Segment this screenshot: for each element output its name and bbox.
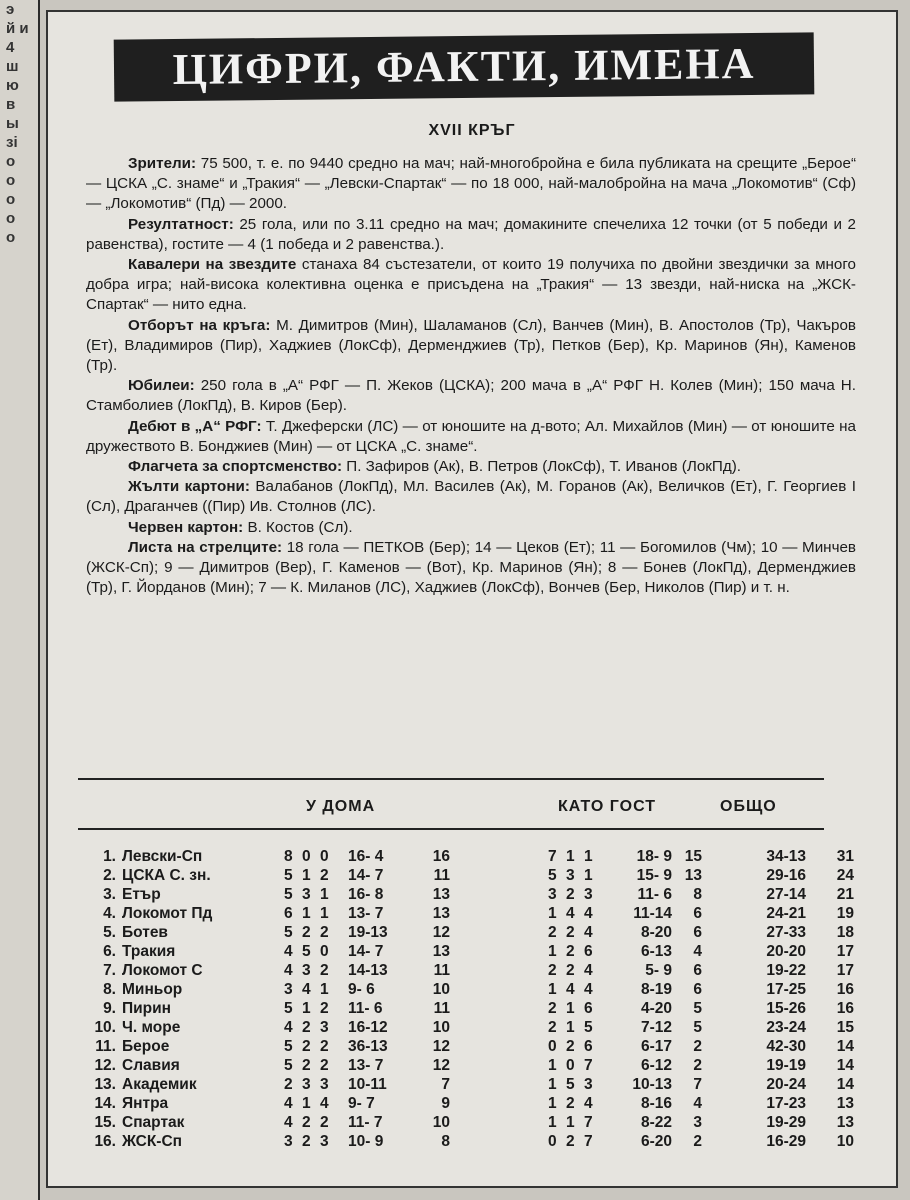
cell-t-0: 17-23 <box>766 1095 806 1112</box>
cell-h-0: 3 <box>284 981 293 998</box>
table-top-rule <box>78 778 824 780</box>
cell-a-1: 1 <box>566 1000 575 1017</box>
cell-h-2: 2 <box>320 1114 329 1131</box>
cell-h-0: 5 <box>284 924 293 941</box>
cell-a-4: 6 <box>693 981 702 998</box>
table-row <box>82 848 872 867</box>
cell-a-4: 8 <box>693 886 702 903</box>
paragraph-text: 18 гола — ПЕТКОВ (Бер); 14 — Цеков (Ет); 11 — Богомилов (Чм); 10 — Минчев (ЖСК-Сп); 9 — Димитров (Вер), Г. Каменов — (Вот), Кр. Маринов (Ян); 8 — Бонев (ЛокПд), Дерменджиев (Тр), Г. Йорданов (Мин); 7 — К. Миланов (ЛС), Хаджиев (ЛокСф), Вончев (Бер, Николов (Пир) и т. н. <box>86 538 856 597</box>
cell-h-1: 3 <box>302 886 311 903</box>
article-paragraph <box>86 255 856 316</box>
paragraph-lead: Юбилеи: <box>128 377 195 395</box>
cell-h-4: 11 <box>433 1000 450 1017</box>
cell-position: 12. <box>94 1057 116 1074</box>
cell-team: Локомот С <box>122 962 203 979</box>
cell-a-3: 7-12 <box>640 1019 672 1036</box>
cell-a-0: 1 <box>548 905 557 922</box>
cell-a-1: 4 <box>566 981 575 998</box>
cell-a-4: 6 <box>693 924 702 941</box>
cell-a-0: 5 <box>548 867 557 884</box>
cell-h-4: 11 <box>433 962 450 979</box>
cell-t-0: 24-21 <box>766 905 806 922</box>
strip-fragment: о <box>6 229 16 246</box>
cell-h-3: 14- 7 <box>348 867 384 884</box>
cell-a-1: 2 <box>566 962 575 979</box>
table-row <box>82 943 872 962</box>
table-row <box>82 1057 872 1076</box>
cell-t-0: 17-25 <box>766 981 806 998</box>
cell-h-1: 1 <box>302 1000 311 1017</box>
cell-a-2: 4 <box>584 1095 593 1112</box>
cell-a-0: 2 <box>548 1000 557 1017</box>
cell-a-0: 7 <box>548 848 557 865</box>
cell-a-4: 3 <box>693 1114 702 1131</box>
cell-position: 2. <box>103 867 116 884</box>
cell-h-3: 11- 7 <box>348 1114 383 1131</box>
cell-h-4: 12 <box>432 1038 450 1055</box>
cell-a-4: 5 <box>693 1000 702 1017</box>
table-row <box>82 905 872 924</box>
cell-h-0: 5 <box>284 1038 293 1055</box>
cell-h-3: 10-11 <box>348 1076 387 1093</box>
cell-h-2: 2 <box>320 1000 329 1017</box>
cell-a-2: 7 <box>584 1057 593 1074</box>
cell-t-0: 16-29 <box>766 1133 806 1150</box>
cell-h-4: 10 <box>432 1019 450 1036</box>
cell-h-4: 13 <box>432 886 450 903</box>
cell-a-3: 4-20 <box>640 1000 672 1017</box>
cell-h-2: 2 <box>320 1057 329 1074</box>
strip-fragment: о <box>6 191 16 208</box>
strip-fragment: о <box>6 210 16 227</box>
cell-h-0: 5 <box>284 867 293 884</box>
cell-h-3: 9- 6 <box>348 981 375 998</box>
article-paragraph <box>86 376 856 416</box>
adjacent-column-fragment <box>0 0 40 1200</box>
cell-a-2: 3 <box>584 1076 593 1093</box>
cell-h-1: 1 <box>302 1095 311 1112</box>
cell-a-4: 2 <box>693 1038 702 1055</box>
table-row <box>82 1076 872 1095</box>
cell-a-0: 1 <box>548 943 557 960</box>
cell-a-1: 1 <box>566 848 575 865</box>
cell-a-4: 4 <box>693 943 702 960</box>
cell-t-1: 15 <box>836 1019 854 1036</box>
strip-fragment: э <box>6 1 15 18</box>
cell-a-1: 5 <box>566 1076 575 1093</box>
cell-a-3: 11-14 <box>633 905 672 922</box>
cell-position: 4. <box>103 905 116 922</box>
cell-h-2: 2 <box>320 867 329 884</box>
table-row <box>82 981 872 1000</box>
cell-a-1: 3 <box>566 867 575 884</box>
paragraph-text: Т. Джеферски (ЛС) — от юношите на д-вото; Ал. Михайлов (Мин) — от юношите на дружеството В. Бонджиев (Мин) — от ЦСКА „С. знаме“. <box>86 417 856 455</box>
cell-a-2: 6 <box>584 1038 593 1055</box>
cell-t-1: 13 <box>836 1114 854 1131</box>
cell-a-4: 7 <box>693 1076 702 1093</box>
cell-a-1: 2 <box>566 1038 575 1055</box>
cell-a-0: 2 <box>548 924 557 941</box>
article-paragraph <box>86 417 856 457</box>
cell-h-2: 3 <box>320 1076 329 1093</box>
cell-h-3: 11- 6 <box>348 1000 383 1017</box>
paragraph-text: М. Димитров (Мин), Шаламанов (Сл), Ванчев (Мин), В. Апостолов (Тр), Чакъров (Ет), Владимиров (Пир), Хаджиев (ЛокСф), Дерменджиев (Тр), Петков (Бер), Кр. Маринов (Ян), Каменов (Тр). <box>86 316 856 375</box>
cell-h-4: 7 <box>441 1076 450 1093</box>
cell-a-0: 0 <box>548 1133 557 1150</box>
paragraph-lead: Зрители: <box>128 155 197 172</box>
cell-t-1: 18 <box>836 924 854 941</box>
cell-t-1: 16 <box>836 1000 854 1017</box>
cell-a-4: 13 <box>684 867 702 884</box>
cell-a-4: 2 <box>693 1057 702 1074</box>
cell-position: 14. <box>94 1095 116 1112</box>
cell-h-2: 1 <box>320 981 329 998</box>
cell-h-0: 5 <box>284 1000 293 1017</box>
paragraph-text: 250 гола в „А“ РФГ — П. Жеков (ЦСКА); 200 мача в „А“ РФГ Н. Колев (Мин); 150 мача Н. Стамболиев (ЛокПд), В. Киров (Бер). <box>86 377 856 415</box>
newspaper-clipping <box>46 10 898 1188</box>
cell-a-3: 18- 9 <box>636 848 672 865</box>
cell-position: 1. <box>103 848 116 865</box>
cell-h-3: 9- 7 <box>348 1095 375 1112</box>
cell-h-1: 5 <box>302 943 311 960</box>
cell-a-3: 6-13 <box>640 943 672 960</box>
paragraph-text: станаха 84 състезатели, от които 19 получиха по двойни звездички за много добра игра; най-висока колективна оценка е присъдена на „Тракия“ — 13 звезди, най-ниска на „ЖСК-Спартак“ — нито една. <box>86 256 856 314</box>
cell-h-3: 13- 7 <box>348 1057 384 1074</box>
cell-a-0: 2 <box>548 962 557 979</box>
cell-t-0: 34-13 <box>766 848 806 865</box>
cell-h-1: 2 <box>302 924 311 941</box>
cell-t-1: 17 <box>836 943 854 960</box>
paragraph-text: П. Зафиров (Ак), В. Петров (ЛокСф), Т. Иванов (ЛокПд). <box>342 458 741 476</box>
strip-fragment: 4 <box>6 39 15 56</box>
cell-a-0: 0 <box>548 1038 557 1055</box>
cell-team: Етър <box>122 886 161 903</box>
cell-a-2: 6 <box>584 943 593 960</box>
cell-h-0: 4 <box>284 962 293 979</box>
cell-a-2: 6 <box>584 1000 593 1017</box>
cell-position: 11. <box>95 1038 116 1055</box>
cell-h-2: 2 <box>320 1038 329 1055</box>
article-paragraph <box>86 518 856 538</box>
cell-a-1: 1 <box>566 1114 575 1131</box>
cell-a-4: 15 <box>684 848 702 865</box>
cell-team: Ботев <box>122 924 168 941</box>
cell-t-1: 17 <box>836 962 854 979</box>
cell-h-1: 2 <box>302 1019 311 1036</box>
cell-t-1: 14 <box>836 1038 854 1055</box>
cell-a-1: 2 <box>566 1133 575 1150</box>
cell-team: Левски-Сп <box>122 848 203 865</box>
table-row <box>82 1095 872 1114</box>
cell-h-3: 10- 9 <box>348 1133 384 1150</box>
strip-fragment: ы <box>6 115 19 132</box>
cell-t-0: 15-26 <box>766 1000 806 1017</box>
cell-a-2: 7 <box>584 1114 593 1131</box>
strip-fragment: в <box>6 96 16 113</box>
article-paragraph <box>86 215 856 255</box>
cell-h-1: 2 <box>302 1114 311 1131</box>
cell-team: Миньор <box>122 981 183 998</box>
cell-team: Славия <box>122 1057 180 1074</box>
cell-position: 5. <box>103 924 116 941</box>
cell-position: 10. <box>94 1019 116 1036</box>
cell-team: Ч. море <box>122 1019 181 1036</box>
cell-position: 9. <box>103 1000 116 1017</box>
cell-h-1: 2 <box>302 1057 311 1074</box>
cell-a-2: 7 <box>584 1133 593 1150</box>
cell-position: 7. <box>103 962 116 979</box>
table-row <box>82 1019 872 1038</box>
paragraph-lead: Флагчета за спортсменство: <box>128 458 343 476</box>
paragraph-lead: Жълти картони: <box>128 478 250 496</box>
cell-h-0: 4 <box>284 1019 293 1036</box>
article-paragraph <box>86 316 856 377</box>
cell-h-2: 0 <box>320 943 329 960</box>
cell-h-4: 8 <box>441 1133 450 1150</box>
cell-t-1: 14 <box>836 1057 854 1074</box>
cell-t-0: 20-20 <box>766 943 806 960</box>
table-row <box>82 1000 872 1019</box>
cell-a-1: 2 <box>566 886 575 903</box>
article-paragraph <box>86 538 856 599</box>
cell-t-0: 27-14 <box>766 886 806 903</box>
cell-h-2: 1 <box>320 886 329 903</box>
table-row <box>82 1133 872 1152</box>
table-row <box>82 886 872 905</box>
article-paragraph <box>86 457 856 477</box>
cell-position: 8. <box>103 981 116 998</box>
cell-h-0: 6 <box>284 905 293 922</box>
paragraph-lead: Листа на стрелците: <box>128 538 283 556</box>
cell-a-3: 6-17 <box>640 1038 672 1055</box>
cell-h-4: 16 <box>432 848 450 865</box>
article-body <box>86 154 856 598</box>
cell-h-1: 2 <box>302 1133 311 1150</box>
cell-a-1: 2 <box>566 1095 575 1112</box>
cell-t-1: 21 <box>836 886 854 903</box>
cell-h-2: 1 <box>320 905 329 922</box>
cell-h-4: 11 <box>433 867 450 884</box>
cell-h-0: 3 <box>284 1133 293 1150</box>
cell-a-0: 3 <box>548 886 557 903</box>
table-row <box>82 924 872 943</box>
cell-h-3: 36-13 <box>348 1038 388 1055</box>
paragraph-lead: Резултатност: <box>128 215 234 233</box>
cell-a-2: 5 <box>584 1019 593 1036</box>
cell-a-4: 5 <box>693 1019 702 1036</box>
cell-position: 16. <box>94 1133 116 1150</box>
cell-h-2: 2 <box>320 962 329 979</box>
cell-a-2: 4 <box>584 981 593 998</box>
cell-team: Янтра <box>122 1095 169 1112</box>
cell-a-2: 4 <box>584 962 593 979</box>
cell-team: Берое <box>122 1038 170 1055</box>
strip-fragment: й и <box>6 20 29 37</box>
cell-a-0: 2 <box>548 1019 557 1036</box>
cell-h-0: 4 <box>284 943 293 960</box>
cell-t-0: 20-24 <box>766 1076 806 1093</box>
cell-h-3: 16- 4 <box>348 848 384 865</box>
cell-a-3: 8-22 <box>640 1114 672 1131</box>
cell-a-0: 1 <box>548 1076 557 1093</box>
table-row <box>82 867 872 886</box>
cell-h-4: 10 <box>432 1114 450 1131</box>
cell-a-1: 2 <box>566 924 575 941</box>
paragraph-text: Валабанов (ЛокПд), Мл. Василев (Ак), М. Горанов (Ак), Величков (Ет), Г. Георгиев I (Сл), Драганчев ((Пир) Ив. Столнов (ЛС). <box>86 478 856 516</box>
cell-team: ЖСК-Сп <box>122 1133 182 1150</box>
round-heading: XVII КРЪГ <box>428 122 516 139</box>
cell-h-0: 4 <box>284 1095 293 1112</box>
cell-h-0: 4 <box>284 1114 293 1131</box>
table-row <box>82 1114 872 1133</box>
cell-t-1: 19 <box>836 905 854 922</box>
paragraph-text: 75 500, т. е. по 9440 средно на мач; най-многобройна е била публиката на срещите „Берое“ — ЦСКА „С. знаме“ и „Тракия“ — „Левски-Спартак“ — по 18 000, най-малобройна на мача „Локомотив“ (Сф) — „Локомотив“ (Пд) — 2000. <box>86 155 856 213</box>
paragraph-lead: Червен картон: <box>128 518 244 536</box>
paragraph-lead: Кавалери на звездите <box>128 256 297 274</box>
cell-h-1: 1 <box>302 867 311 884</box>
paragraph-lead: Дебют в „А“ РФГ: <box>128 417 262 435</box>
header-away: КАТО ГОСТ <box>558 798 657 815</box>
cell-position: 6. <box>103 943 116 960</box>
cell-a-3: 11- 6 <box>637 886 672 903</box>
cell-t-0: 19-19 <box>766 1057 806 1074</box>
paragraph-text: 25 гола, или по 3.11 средно на мач; домакините спечелиха 12 точки (от 5 победи и 2 равенства), гостите — 4 (1 победа и 2 равенства.). <box>86 215 856 253</box>
article-paragraph <box>86 154 856 215</box>
cell-team: Академик <box>122 1076 197 1093</box>
cell-h-3: 14-13 <box>348 962 388 979</box>
cell-h-2: 0 <box>320 848 329 865</box>
cell-h-3: 16-12 <box>348 1019 388 1036</box>
cell-h-4: 9 <box>441 1095 450 1112</box>
table-row <box>82 962 872 981</box>
cell-t-1: 31 <box>836 848 854 865</box>
strip-fragment: ю <box>6 77 19 94</box>
cell-team: Спартак <box>122 1114 185 1131</box>
cell-t-0: 27-33 <box>766 924 806 941</box>
cell-h-4: 10 <box>432 981 450 998</box>
cell-h-1: 0 <box>302 848 311 865</box>
cell-a-3: 10-13 <box>632 1076 672 1093</box>
cell-t-1: 14 <box>836 1076 854 1093</box>
cell-a-4: 6 <box>693 905 702 922</box>
cell-position: 15. <box>94 1114 116 1131</box>
cell-h-1: 4 <box>302 981 311 998</box>
cell-h-1: 3 <box>302 962 311 979</box>
cell-position: 13. <box>94 1076 116 1093</box>
cell-a-0: 1 <box>548 1057 557 1074</box>
cell-a-1: 4 <box>566 905 575 922</box>
cell-t-0: 23-24 <box>766 1019 806 1036</box>
cell-a-4: 6 <box>693 962 702 979</box>
cell-h-4: 13 <box>432 905 450 922</box>
cell-a-1: 0 <box>566 1057 575 1074</box>
header-total: ОБЩО <box>720 798 777 815</box>
cell-a-2: 3 <box>584 886 593 903</box>
cell-h-3: 14- 7 <box>348 943 384 960</box>
cell-a-2: 1 <box>584 848 593 865</box>
cell-t-0: 19-22 <box>766 962 806 979</box>
cell-position: 3. <box>103 886 116 903</box>
cell-h-1: 1 <box>302 905 311 922</box>
cell-team: Пирин <box>122 1000 172 1017</box>
header-home: У ДОМА <box>306 798 376 815</box>
cell-team: Локомот Пд <box>122 905 213 922</box>
cell-h-4: 12 <box>432 924 450 941</box>
cell-h-0: 2 <box>284 1076 293 1093</box>
cell-h-0: 5 <box>284 886 293 903</box>
article-paragraph <box>86 477 856 517</box>
cell-h-3: 19-13 <box>348 924 388 941</box>
cell-h-0: 8 <box>284 848 293 865</box>
cell-t-0: 42-30 <box>766 1038 806 1055</box>
cell-team: Тракия <box>122 943 176 960</box>
cell-h-4: 13 <box>432 943 450 960</box>
cell-t-1: 16 <box>836 981 854 998</box>
strip-fragment: ш <box>6 58 19 75</box>
standings-table <box>82 848 872 1152</box>
cell-t-1: 13 <box>836 1095 854 1112</box>
strip-fragment: о <box>6 153 16 170</box>
cell-t-0: 29-16 <box>766 867 806 884</box>
cell-h-3: 13- 7 <box>348 905 384 922</box>
cell-a-0: 1 <box>548 981 557 998</box>
strip-fragment: о <box>6 172 16 189</box>
section-banner: ЦИФРИ, ФАКТИ, ИМЕНА <box>114 32 815 101</box>
cell-h-0: 5 <box>284 1057 293 1074</box>
cell-a-3: 5- 9 <box>645 962 672 979</box>
cell-a-1: 2 <box>566 943 575 960</box>
cell-a-2: 1 <box>584 867 593 884</box>
cell-a-3: 8-19 <box>640 981 672 998</box>
paragraph-text: В. Костов (Сл). <box>243 518 353 536</box>
cell-a-4: 2 <box>693 1133 702 1150</box>
cell-a-1: 1 <box>566 1019 575 1036</box>
cell-a-3: 8-16 <box>640 1095 672 1112</box>
cell-a-4: 4 <box>693 1095 702 1112</box>
cell-a-3: 8-20 <box>640 924 672 941</box>
cell-a-2: 4 <box>584 905 593 922</box>
cell-a-2: 4 <box>584 924 593 941</box>
cell-t-0: 19-29 <box>766 1114 806 1131</box>
table-header-rule <box>78 828 824 830</box>
cell-t-1: 24 <box>836 867 854 884</box>
cell-h-4: 12 <box>432 1057 450 1074</box>
cell-h-2: 3 <box>320 1019 329 1036</box>
cell-a-3: 6-20 <box>640 1133 672 1150</box>
cell-t-1: 10 <box>836 1133 854 1150</box>
cell-h-2: 3 <box>320 1133 329 1150</box>
cell-team: ЦСКА С. зн. <box>122 867 211 884</box>
cell-h-1: 2 <box>302 1038 311 1055</box>
table-row <box>82 1038 872 1057</box>
cell-a-3: 15- 9 <box>636 867 672 884</box>
cell-h-2: 2 <box>320 924 329 941</box>
paragraph-lead: Отборът на кръга: <box>128 316 271 334</box>
cell-a-0: 1 <box>548 1095 557 1112</box>
cell-a-3: 6-12 <box>640 1057 672 1074</box>
cell-h-3: 16- 8 <box>348 886 384 903</box>
cell-a-0: 1 <box>548 1114 557 1131</box>
strip-fragment: зі <box>6 134 18 151</box>
cell-h-2: 4 <box>320 1095 329 1112</box>
cell-h-1: 3 <box>302 1076 311 1093</box>
